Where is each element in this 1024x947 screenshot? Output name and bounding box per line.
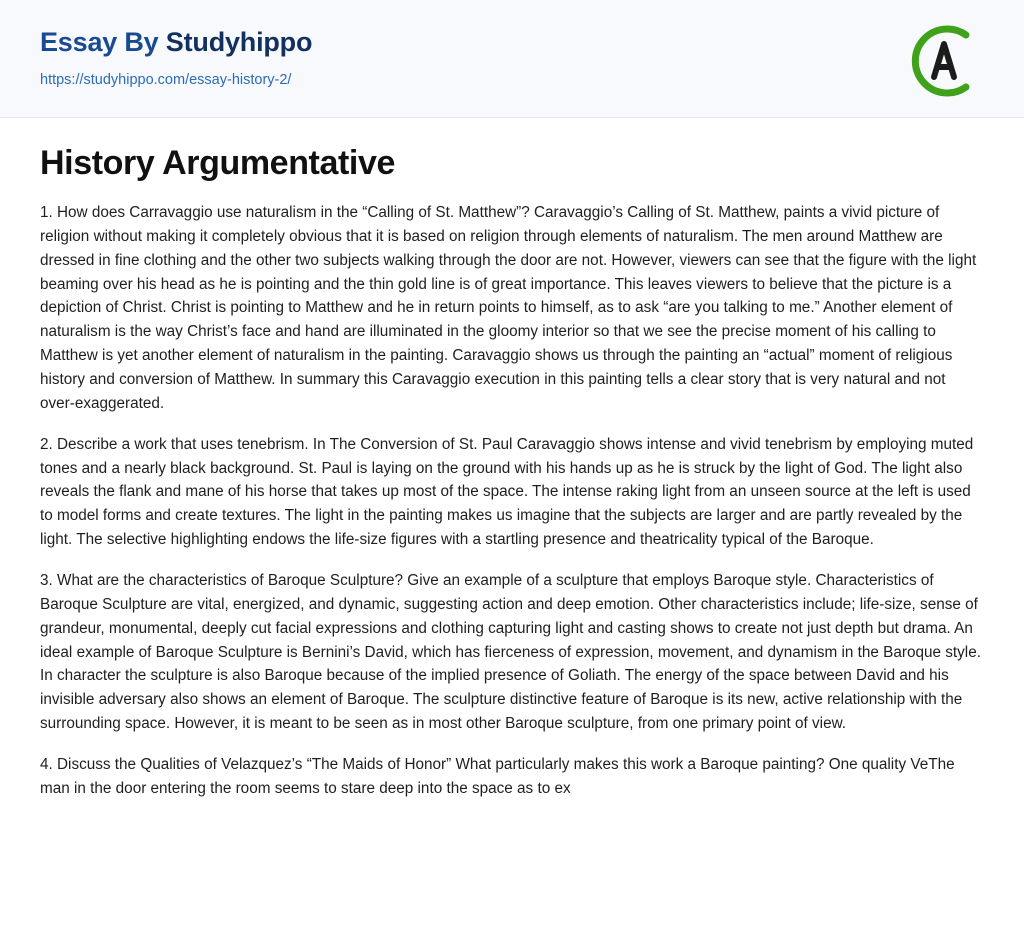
site-url-link[interactable]: https://studyhippo.com/essay-history-2/ bbox=[40, 71, 292, 88]
document-body bbox=[0, 118, 1024, 841]
site-brand bbox=[40, 28, 984, 58]
essay-paragraph: 3. What are the characteristics of Baroque Sculpture? Give an example of a sculpture that employs Baroque style. Characteristics of Baroque Sculpture are vital, energized, and dynamic, suggesting action and deep emotion. Other characteristics include; life-size, sense of grandeur, monumental, deeply cut facial expressions and clothing capturing light and casting shows to create not just depth but drama. An ideal example of Baroque Sculpture is Bernini’s David, which has fierceness of expression, movement, and dynamism in the Baroque style. In character the sculpture is also Baroque because of the implied presence of Goliath. The energy of the space between David and his invisible adversary also shows an element of Baroque. The sculpture distinctive feature of Baroque is its new, active relationship with the surrounding space. However, it is meant to be seen as in most other Baroque sculpture, from one primary point of view. bbox=[40, 572, 981, 733]
essay-paragraph: 2. Describe a work that uses tenebrism. In The Conversion of St. Paul Caravaggio shows intense and vivid tenebrism by employing muted tones and a nearly black background. St. Paul is laying on the ground with his hands up as he is struck by the light of God. The light also reveals the flank and mane of his horse that takes up most of the space. The intense raking light from an unseen source at the left is used to model forms and create textures. The light in the painting makes us imagine that the subjects are larger and are partly revealed by the light. The selective highlighting endows the life-size figures with a startling presence and theatricality typical of the Baroque. bbox=[40, 435, 974, 549]
page-title: History Argumentative bbox=[40, 144, 395, 182]
essay-paragraph: 4. Discuss the Qualities of Velazquez’s “The Maids of Honor” What particularly makes this work a Baroque painting? One quality VeThe man in the door entering the room seems to stare deep into the space as to ex bbox=[40, 756, 955, 797]
page-header bbox=[0, 0, 1024, 118]
brand-name: Studyhippo bbox=[165, 27, 313, 57]
brand-prefix: Essay By bbox=[40, 27, 166, 57]
letter-a-circle-logo-icon bbox=[904, 22, 982, 100]
essay-paragraph: 1. How does Carravaggio use naturalism in the “Calling of St. Matthew”? Caravaggio’s Calling of St. Matthew, paints a vivid picture of religion without making it completely obvious that it is based on religion through elements of naturalism. The men around Matthew are dressed in fine clothing and the other two subjects walking through the door are not. However, viewers can see that the figure with the light beaming over his head as he is pointing and the thin gold line is of great importance. This leaves viewers to believe that the picture is a depiction of Christ. Christ is pointing to Matthew and he in return points to himself, as to ask “are you talking to me.” Another element of naturalism is the way Christ’s face and hand are illuminated in the gloomy interior so that we see the precise moment of his calling to Matthew is yet another element of naturalism in the painting. Caravaggio shows us through the painting an “actual” moment of religious history and conversion of Matthew. In summary this Caravaggio execution in this painting tells a clear story that is very natural and not over-exaggerated. bbox=[40, 204, 977, 412]
